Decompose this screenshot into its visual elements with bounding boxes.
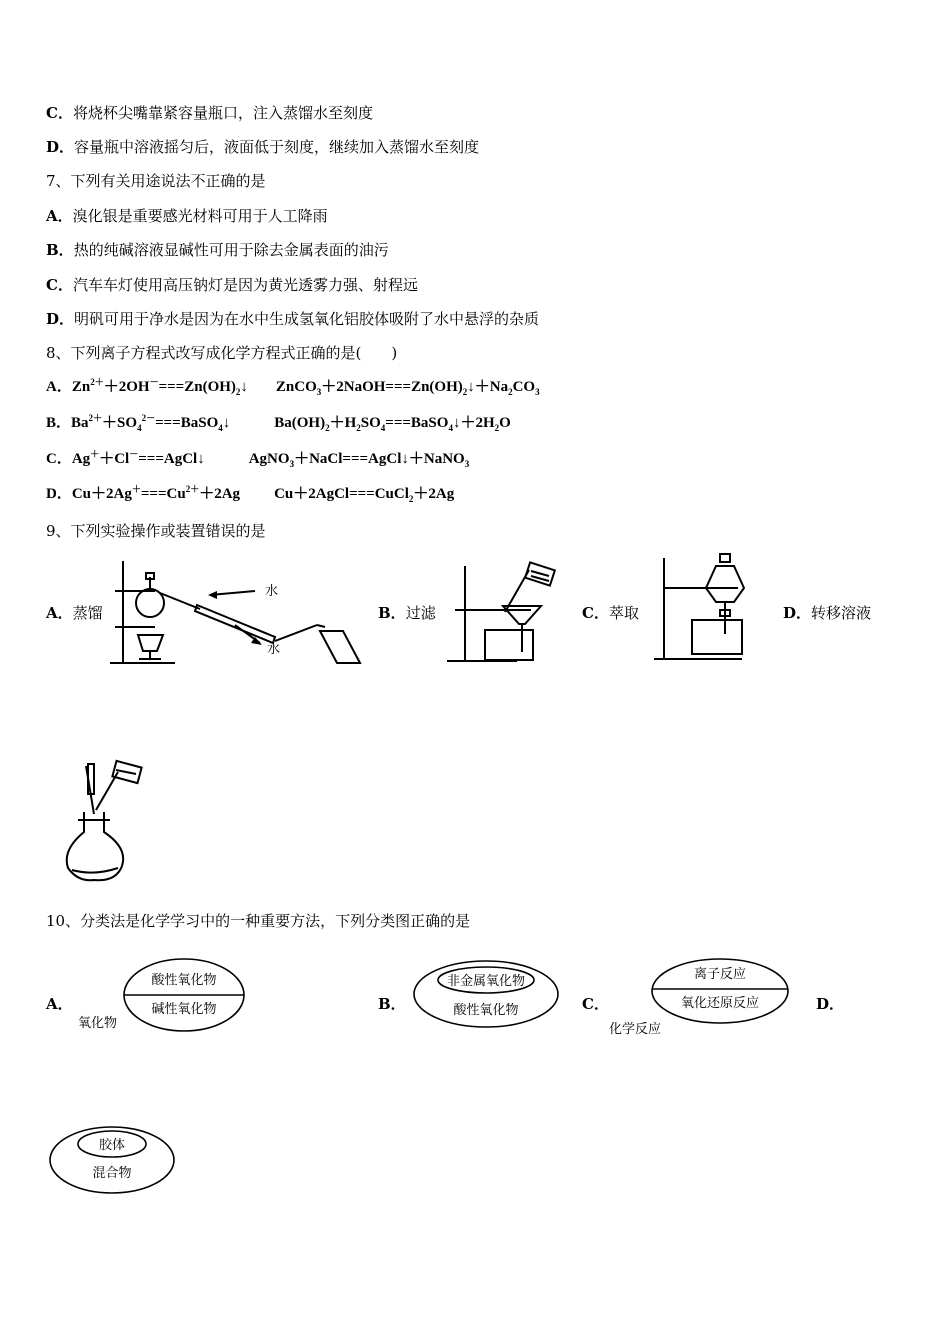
diagram-outer-label: 氧化物 [78,1016,118,1031]
option-text: 将烧杯尖嘴靠紧容量瓶口，注入蒸馏水至刻度 [72,104,373,122]
water-inlet-label: 水 [265,584,279,599]
diagram-bottom-label: 碱性氧化物 [151,1002,217,1017]
diagram-outer-label: 化学反应 [609,1022,662,1037]
q10-a-classification-diagram [72,955,252,1037]
q6-option-d [46,137,479,157]
ionic-equation: $Ba^{2+}+SO_4^{2-}===BaSO_4↓$ [71,413,231,433]
q8-option-c [46,449,469,469]
q6-option-c [46,103,373,123]
q9-option-d-label: D．转移溶液 [783,604,872,622]
q7-option-b [46,240,389,260]
ionic-equation: $Zn^{2+}+2OH^-===Zn(OH)_2↓$ [71,377,248,397]
option-label: B． [46,415,72,431]
diagram-inner-label: 胶体 [98,1138,126,1153]
chemical-equation: $ZnCO_3+2NaOH===Zn(OH)_2↓+Na_2CO_3$ [275,379,540,397]
separating-funnel-apparatus-diagram [650,552,750,662]
diagram-bottom-label: 氧化还原反应 [680,996,760,1011]
q10-stem: 10、分类法是化学学习中的一种重要方法，下列分类图正确的是 [46,912,471,930]
option-text: 溴化银是重要感光材料可用于人工降雨 [72,207,328,225]
filtration-apparatus-diagram [445,562,560,664]
diagram-top-label: 酸性氧化物 [151,973,217,988]
option-label: D． [46,310,75,328]
option-label: D． [46,138,75,156]
option-label: C． [46,104,73,122]
q9-option-b-label: B．过滤 [378,604,436,622]
ionic-equation: Ag＋＋Cl－===AgCl↓ [71,449,205,467]
option-label: A． [46,207,73,225]
diagram-inner-label: 非金属氧化物 [446,974,526,989]
option-text: 容量瓶中溶液摇匀后，液面低于刻度，继续加入蒸馏水至刻度 [74,138,480,156]
q7-stem: 7、下列有关用途说法不正确的是 [46,172,266,190]
chemical-equation: Cu＋2AgCl===CuCl$_2$＋2Ag [274,486,455,504]
option-label: D． [46,486,72,502]
q10-option-c-label: C． [582,995,609,1013]
q10-option-a-label: A． [46,995,73,1013]
option-text: 热的纯碱溶液显碱性可用于除去金属表面的油污 [73,241,389,259]
q8-option-d [46,484,454,504]
diagram-top-label: 离子反应 [693,967,747,982]
option-label: A． [46,379,72,395]
water-outlet-label: 水 [267,642,281,657]
diagram-outer-label: 酸性氧化物 [453,1003,519,1018]
diagram-outer-label: 混合物 [92,1166,132,1181]
q8-stem: 8、下列离子方程式改写成化学方程式正确的是( ) [46,344,398,362]
q10-option-b-label: B． [378,995,406,1013]
chemical-equation: AgNO$_3$＋NaCl===AgCl↓＋NaNO$_3$ [248,451,470,469]
q10-option-d-label: D． [816,995,845,1013]
q10-d-classification-diagram [46,1124,178,1196]
option-label: B． [46,241,74,259]
option-label: C． [46,276,73,294]
q7-option-d [46,309,539,329]
q9-option-c-label: C．萃取 [582,604,639,622]
option-text: 明矾可用于净水是因为在水中生成氢氧化铝胶体吸附了水中悬浮的杂质 [74,310,540,328]
q7-option-c [46,275,418,295]
ionic-equation: $Cu+2Ag^+===Cu^{2+}+2Ag$ [71,484,241,502]
distillation-apparatus-diagram [105,555,360,667]
q7-option-a [46,206,328,226]
option-label: C． [46,451,72,467]
q8-option-b [46,413,511,433]
q9-option-a-label: A．蒸馏 [46,604,103,622]
q10-b-classification-diagram [410,958,570,1030]
chemical-equation: $Ba(OH)_2+H_2SO_4===BaSO_4↓+2H_2O$ [274,415,511,433]
q8-option-a [46,377,540,397]
q10-c-classification-diagram [605,955,800,1040]
volumetric-flask-transfer-diagram [58,762,163,884]
q9-stem: 9、下列实验操作或装置错误的是 [46,522,266,540]
option-text: 汽车车灯使用高压钠灯是因为黄光透雾力强、射程远 [72,276,418,294]
